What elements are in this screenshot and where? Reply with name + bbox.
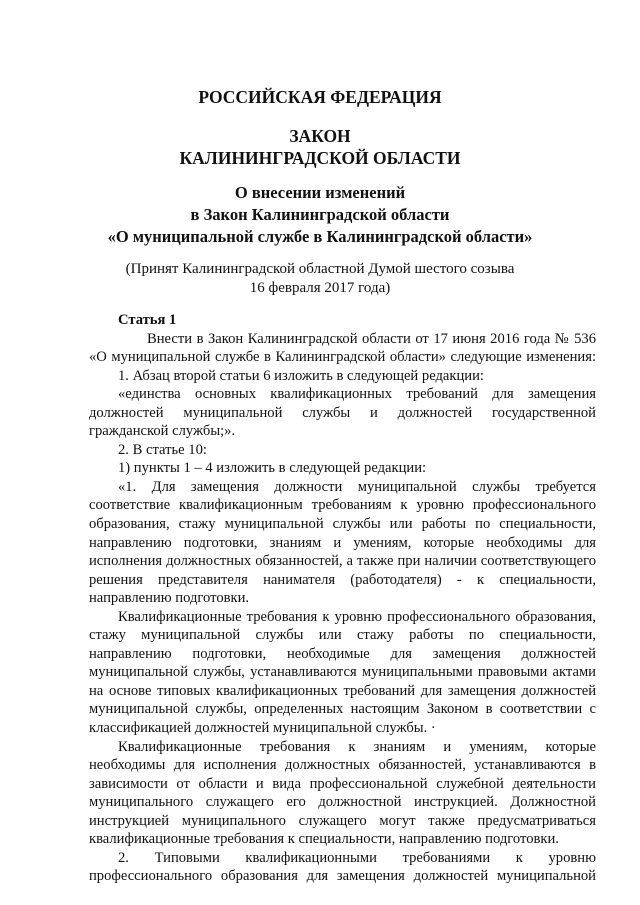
body-line: необходимы для исполнения должностных обязанностей, устанавливаются в xyxy=(89,757,596,774)
body-line: на основе типовых квалификационных требований для замещения должностей xyxy=(89,682,596,699)
body-line: направлению подготовки, необходимые для замещения должностей xyxy=(89,645,596,662)
body-line: должностей муниципальной службы и должностей государственной xyxy=(89,404,596,421)
body-line: профессионального образования для замещения должностей муниципальной xyxy=(89,868,596,885)
body-line: образования, стажу муниципальной службы или работы по специальности, xyxy=(89,516,596,533)
body-line: муниципальной службы, определенных настоящим Законом в соответствии с xyxy=(89,701,596,718)
country-heading: РОССИЙСКАЯ ФЕДЕРАЦИЯ xyxy=(198,87,442,107)
body-line: направлению подготовки, знаниям и умениям, которые необходимы для xyxy=(89,534,596,551)
body-line: классификацией должностей муниципальной службы. · xyxy=(89,720,436,737)
adoption-note-line: 16 февраля 2017 года) xyxy=(249,280,391,296)
article-title: Статья 1 xyxy=(118,312,177,328)
region-heading: КАЛИНИНГРАДСКОЙ ОБЛАСТИ xyxy=(179,148,461,168)
law-heading: ЗАКОН xyxy=(289,126,351,146)
body-line: «1. Для замещения должности муниципальной службы требуется xyxy=(118,478,596,495)
body-line: 2. В статье 10: xyxy=(118,441,207,458)
law-title-line: «О муниципальной службе в Калининградской области» xyxy=(107,227,533,246)
adoption-note-line: (Принят Калининградской областной Думой шестого созыва xyxy=(125,261,515,277)
body-line: Квалификационные требования к знаниям и умениям, которые xyxy=(118,738,596,755)
body-line: исполнения должностных обязанностей, а также при наличии соответствующего xyxy=(89,553,596,570)
body-line: «О муниципальной службе в Калининградской области» следующие изменения: xyxy=(89,349,596,366)
body-line: 1. Абзац второй статьи 6 изложить в следующей редакции: xyxy=(118,367,484,384)
body-line: квалификационные требования к специальности, направлению подготовки. xyxy=(89,831,559,848)
body-line: стажу муниципальной службы или стажу работы по специальности, xyxy=(89,627,596,644)
body-line: соответствие квалификационным требованиям к уровню профессионального xyxy=(89,497,596,514)
law-title-line: О внесении изменений xyxy=(234,183,406,202)
body-line: инструкцией муниципального служащего могут также предусматриваться xyxy=(89,812,596,829)
body-line: 2. Типовыми квалификационными требованиями к уровню xyxy=(118,849,596,866)
body-line: решения представителя нанимателя (работодателя) - к специальности, xyxy=(89,571,596,588)
law-title-line: в Закон Калининградской области xyxy=(190,205,450,224)
body-line: муниципального служащего его должностной инструкцией. Должностной xyxy=(89,794,596,811)
body-line: Внести в Закон Калининградской области от 17 июня 2016 года № 536 xyxy=(147,330,596,347)
body-line: Квалификационные требования к уровню профессионального образования, xyxy=(118,608,596,625)
body-line: зависимости от области и вида профессиональной служебной деятельности xyxy=(89,775,596,792)
body-line: 1) пункты 1 – 4 изложить в следующей редакции: xyxy=(118,460,427,477)
body-line: муниципальной службы, устанавливаются муниципальными правовыми актами xyxy=(89,664,596,681)
body-line: направлению подготовки. xyxy=(89,590,250,607)
body-line: гражданской службы;». xyxy=(89,423,236,440)
document-body xyxy=(89,311,596,886)
body-line: «единства основных квалификационных требований для замещения xyxy=(118,386,596,403)
